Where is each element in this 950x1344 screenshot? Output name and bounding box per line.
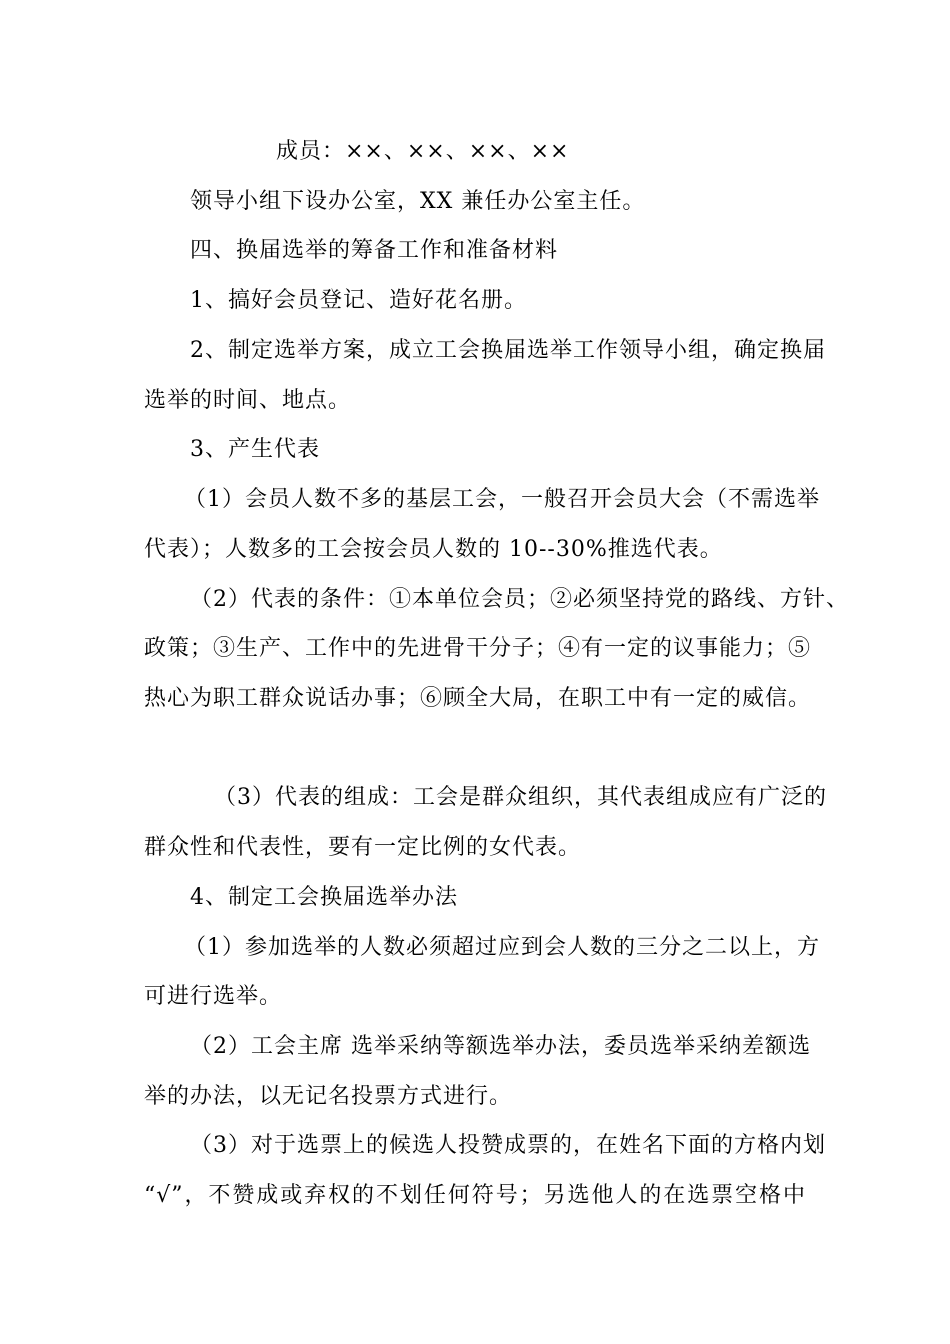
- members-line: 成员：××、××、××、××: [276, 139, 570, 164]
- item4-2-line1: （2）工会主席 选举采纳等额选举办法，委员选举采纳差额选: [190, 1034, 811, 1059]
- item3-1-line2: 代表）；人数多的工会按会员人数的 10--30%推选代表。: [144, 537, 723, 562]
- item3-1-line1: （1）会员人数不多的基层工会，一般召开会员大会（不需选举: [184, 487, 820, 512]
- item3-2-line3: 热心为职工群众说话办事；⑥顾全大局，在职工中有一定的威信。: [144, 686, 812, 711]
- item1-line: 1、搞好会员登记、造好花名册。: [190, 288, 527, 313]
- item2-line2: 选举的时间、地点。: [144, 388, 352, 413]
- item3-3-line1: （3）代表的组成：工会是群众组织，其代表组成应有广泛的: [214, 785, 827, 810]
- item4-1-line2: 可进行选举。: [144, 984, 283, 1009]
- item4-3-line1: （3）对于选票上的候选人投赞成票的，在姓名下面的方格内划: [190, 1133, 826, 1158]
- item4-heading: 4、制定工会换届选举办法: [190, 885, 458, 910]
- item3-3-line2: 群众性和代表性，要有一定比例的女代表。: [144, 835, 582, 860]
- section4-heading: 四、换届选举的筹备工作和准备材料: [190, 238, 559, 263]
- item4-3-line2: “√”，不赞成或弃权的不划任何符号；另选他人的在选票空格中: [144, 1183, 806, 1208]
- item4-1-line1: （1）参加选举的人数必须超过应到会人数的三分之二以上，方: [184, 935, 820, 960]
- item3-2-line1: （2）代表的条件：①本单位会员；②必须坚持党的路线、方针、: [190, 587, 849, 612]
- item3-2-line2: 政策；③生产、工作中的先进骨干分子；④有一定的议事能力；⑤: [144, 636, 812, 661]
- item3-heading: 3、产生代表: [190, 437, 320, 462]
- office-line: 领导小组下设办公室，XX 兼任办公室主任。: [190, 189, 646, 214]
- item4-2-line2: 举的办法，以无记名投票方式进行。: [144, 1084, 513, 1109]
- item2-line1: 2、制定选举方案，成立工会换届选举工作领导小组，确定换届: [190, 338, 826, 363]
